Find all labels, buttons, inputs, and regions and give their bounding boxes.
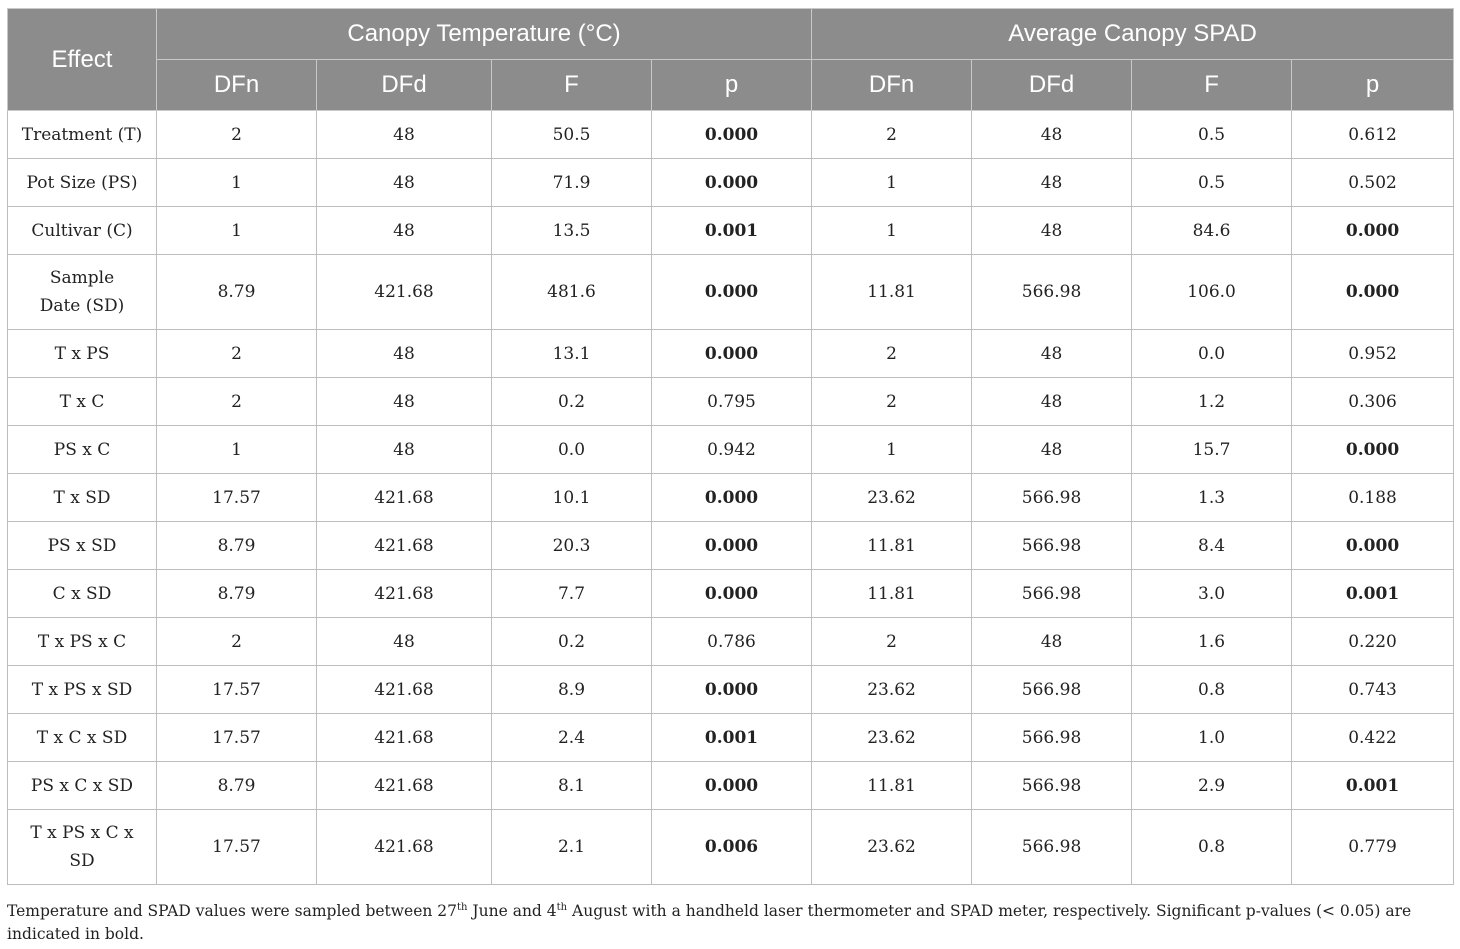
temp-dfd-cell: 421.68: [317, 474, 492, 522]
spad-f-cell: 1.6: [1132, 618, 1292, 666]
spad-dfn-cell: 23.62: [812, 666, 972, 714]
temp-f-cell: 50.5: [492, 111, 652, 159]
temp-p-cell: 0.006: [652, 810, 812, 885]
spad-dfn-cell: 23.62: [812, 810, 972, 885]
temp-f-cell: 0.2: [492, 378, 652, 426]
temp-p-cell: 0.942: [652, 426, 812, 474]
table-row: [8, 474, 1454, 522]
spad-f-cell: 1.0: [1132, 714, 1292, 762]
temp-dfd-cell: 48: [317, 618, 492, 666]
spad-dfn-cell: 2: [812, 378, 972, 426]
temp-dfd-cell: 421.68: [317, 522, 492, 570]
temp-dfn-cell: 8.79: [157, 522, 317, 570]
table-header: [8, 9, 1454, 111]
spad-p-cell: 0.000: [1292, 255, 1454, 330]
table-row: [8, 255, 1454, 330]
header-spad-f: F: [1132, 60, 1292, 111]
effect-cell: Cultivar (C): [8, 207, 157, 255]
spad-p-cell: 0.779: [1292, 810, 1454, 885]
spad-f-cell: 0.0: [1132, 330, 1292, 378]
effect-cell: T x PS x SD: [8, 666, 157, 714]
spad-dfd-cell: 48: [972, 618, 1132, 666]
temp-dfn-cell: 8.79: [157, 570, 317, 618]
temp-f-cell: 13.5: [492, 207, 652, 255]
spad-dfd-cell: 48: [972, 111, 1132, 159]
spad-f-cell: 0.8: [1132, 666, 1292, 714]
header-average-canopy-spad: Average Canopy SPAD: [812, 9, 1454, 60]
table-row: [8, 522, 1454, 570]
temp-p-cell: 0.000: [652, 330, 812, 378]
spad-dfd-cell: 566.98: [972, 522, 1132, 570]
spad-dfd-cell: 566.98: [972, 570, 1132, 618]
footnote-part1: Temperature and SPAD values were sampled between 27: [7, 902, 458, 920]
spad-dfd-cell: 566.98: [972, 762, 1132, 810]
header-temp-f: F: [492, 60, 652, 111]
temp-p-cell: 0.000: [652, 570, 812, 618]
spad-dfd-cell: 48: [972, 207, 1132, 255]
header-spad-dfn: DFn: [812, 60, 972, 111]
temp-f-cell: 2.4: [492, 714, 652, 762]
spad-f-cell: 1.3: [1132, 474, 1292, 522]
spad-f-cell: 2.9: [1132, 762, 1292, 810]
temp-dfd-cell: 48: [317, 207, 492, 255]
temp-dfn-cell: 8.79: [157, 762, 317, 810]
header-temp-p: p: [652, 60, 812, 111]
table-row: [8, 618, 1454, 666]
temp-p-cell: 0.000: [652, 522, 812, 570]
temp-dfd-cell: 48: [317, 159, 492, 207]
spad-dfn-cell: 23.62: [812, 714, 972, 762]
temp-f-cell: 0.0: [492, 426, 652, 474]
spad-f-cell: 106.0: [1132, 255, 1292, 330]
temp-f-cell: 13.1: [492, 330, 652, 378]
spad-p-cell: 0.502: [1292, 159, 1454, 207]
effect-cell: PS x C x SD: [8, 762, 157, 810]
temp-dfn-cell: 1: [157, 207, 317, 255]
table-row: [8, 207, 1454, 255]
spad-p-cell: 0.220: [1292, 618, 1454, 666]
spad-dfn-cell: 2: [812, 111, 972, 159]
spad-dfn-cell: 1: [812, 159, 972, 207]
spad-f-cell: 3.0: [1132, 570, 1292, 618]
footnote-part3: August with a handheld laser thermometer and SPAD meter, respectively. Significant p-values (< 0.05) are indicated in bold.: [7, 902, 1412, 943]
temp-dfn-cell: 17.57: [157, 666, 317, 714]
anova-table: [7, 8, 1454, 885]
temp-dfd-cell: 421.68: [317, 666, 492, 714]
spad-p-cell: 0.612: [1292, 111, 1454, 159]
effect-cell: Treatment (T): [8, 111, 157, 159]
effect-cell: T x PS x C x SD: [8, 810, 157, 885]
spad-dfd-cell: 566.98: [972, 714, 1132, 762]
spad-f-cell: 84.6: [1132, 207, 1292, 255]
header-effect: Effect: [8, 9, 157, 111]
spad-p-cell: 0.422: [1292, 714, 1454, 762]
temp-dfd-cell: 421.68: [317, 762, 492, 810]
spad-f-cell: 0.5: [1132, 111, 1292, 159]
temp-dfn-cell: 2: [157, 111, 317, 159]
spad-dfd-cell: 48: [972, 378, 1132, 426]
spad-dfd-cell: 566.98: [972, 666, 1132, 714]
spad-p-cell: 0.743: [1292, 666, 1454, 714]
temp-dfn-cell: 2: [157, 330, 317, 378]
spad-p-cell: 0.001: [1292, 570, 1454, 618]
temp-f-cell: 8.1: [492, 762, 652, 810]
spad-p-cell: 0.000: [1292, 426, 1454, 474]
temp-dfd-cell: 48: [317, 426, 492, 474]
temp-p-cell: 0.000: [652, 474, 812, 522]
temp-p-cell: 0.001: [652, 714, 812, 762]
temp-dfn-cell: 17.57: [157, 714, 317, 762]
header-spad-p: p: [1292, 60, 1454, 111]
header-row-stats: [8, 60, 1454, 111]
temp-p-cell: 0.001: [652, 207, 812, 255]
spad-dfn-cell: 2: [812, 618, 972, 666]
table-row: [8, 714, 1454, 762]
temp-dfn-cell: 17.57: [157, 810, 317, 885]
effect-cell: T x PS x C: [8, 618, 157, 666]
spad-dfd-cell: 566.98: [972, 474, 1132, 522]
spad-dfn-cell: 2: [812, 330, 972, 378]
temp-p-cell: 0.795: [652, 378, 812, 426]
temp-f-cell: 10.1: [492, 474, 652, 522]
temp-dfd-cell: 48: [317, 111, 492, 159]
footnote-part2: June and 4: [467, 902, 557, 920]
effect-cell: C x SD: [8, 570, 157, 618]
table-row: [8, 330, 1454, 378]
spad-dfn-cell: 1: [812, 426, 972, 474]
header-row-groups: [8, 9, 1454, 60]
spad-f-cell: 0.8: [1132, 810, 1292, 885]
spad-dfn-cell: 1: [812, 207, 972, 255]
table-container: [7, 8, 1453, 885]
temp-f-cell: 481.6: [492, 255, 652, 330]
temp-p-cell: 0.000: [652, 762, 812, 810]
temp-dfd-cell: 421.68: [317, 255, 492, 330]
header-temp-dfn: DFn: [157, 60, 317, 111]
effect-cell: Pot Size (PS): [8, 159, 157, 207]
temp-dfn-cell: 1: [157, 159, 317, 207]
table-row: [8, 111, 1454, 159]
footnote-sup1: th: [457, 901, 468, 913]
temp-f-cell: 20.3: [492, 522, 652, 570]
temp-p-cell: 0.000: [652, 666, 812, 714]
spad-p-cell: 0.188: [1292, 474, 1454, 522]
spad-dfd-cell: 566.98: [972, 810, 1132, 885]
table-row: [8, 159, 1454, 207]
spad-p-cell: 0.952: [1292, 330, 1454, 378]
temp-dfn-cell: 17.57: [157, 474, 317, 522]
temp-dfn-cell: 1: [157, 426, 317, 474]
spad-dfd-cell: 48: [972, 159, 1132, 207]
effect-cell: T x PS: [8, 330, 157, 378]
spad-dfn-cell: 11.81: [812, 255, 972, 330]
temp-dfn-cell: 2: [157, 378, 317, 426]
header-canopy-temperature: Canopy Temperature (°C): [157, 9, 812, 60]
temp-f-cell: 8.9: [492, 666, 652, 714]
effect-cell: T x C x SD: [8, 714, 157, 762]
spad-dfn-cell: 23.62: [812, 474, 972, 522]
header-temp-dfd: DFd: [317, 60, 492, 111]
table-row: [8, 762, 1454, 810]
effect-cell: Sample Date (SD): [8, 255, 157, 330]
table-row: [8, 570, 1454, 618]
spad-f-cell: 1.2: [1132, 378, 1292, 426]
temp-p-cell: 0.000: [652, 111, 812, 159]
spad-dfd-cell: 48: [972, 330, 1132, 378]
table-footnote: [7, 900, 1455, 946]
temp-dfn-cell: 8.79: [157, 255, 317, 330]
temp-dfd-cell: 48: [317, 330, 492, 378]
spad-f-cell: 8.4: [1132, 522, 1292, 570]
spad-dfd-cell: 566.98: [972, 255, 1132, 330]
temp-f-cell: 71.9: [492, 159, 652, 207]
temp-dfd-cell: 421.68: [317, 714, 492, 762]
header-spad-dfd: DFd: [972, 60, 1132, 111]
spad-dfn-cell: 11.81: [812, 762, 972, 810]
table-body: [8, 111, 1454, 885]
temp-f-cell: 0.2: [492, 618, 652, 666]
temp-p-cell: 0.000: [652, 255, 812, 330]
table-row: [8, 378, 1454, 426]
temp-f-cell: 2.1: [492, 810, 652, 885]
effect-cell: PS x SD: [8, 522, 157, 570]
effect-cell: PS x C: [8, 426, 157, 474]
spad-dfn-cell: 11.81: [812, 570, 972, 618]
spad-dfd-cell: 48: [972, 426, 1132, 474]
temp-p-cell: 0.000: [652, 159, 812, 207]
spad-dfn-cell: 11.81: [812, 522, 972, 570]
temp-dfd-cell: 421.68: [317, 570, 492, 618]
temp-dfd-cell: 48: [317, 378, 492, 426]
spad-p-cell: 0.306: [1292, 378, 1454, 426]
temp-dfd-cell: 421.68: [317, 810, 492, 885]
effect-cell: T x SD: [8, 474, 157, 522]
temp-f-cell: 7.7: [492, 570, 652, 618]
table-row: [8, 426, 1454, 474]
temp-p-cell: 0.786: [652, 618, 812, 666]
spad-p-cell: 0.001: [1292, 762, 1454, 810]
spad-p-cell: 0.000: [1292, 522, 1454, 570]
spad-f-cell: 15.7: [1132, 426, 1292, 474]
table-row: [8, 666, 1454, 714]
spad-f-cell: 0.5: [1132, 159, 1292, 207]
footnote-sup2: th: [556, 901, 568, 913]
spad-p-cell: 0.000: [1292, 207, 1454, 255]
table-row: [8, 810, 1454, 885]
temp-dfn-cell: 2: [157, 618, 317, 666]
effect-cell: T x C: [8, 378, 157, 426]
